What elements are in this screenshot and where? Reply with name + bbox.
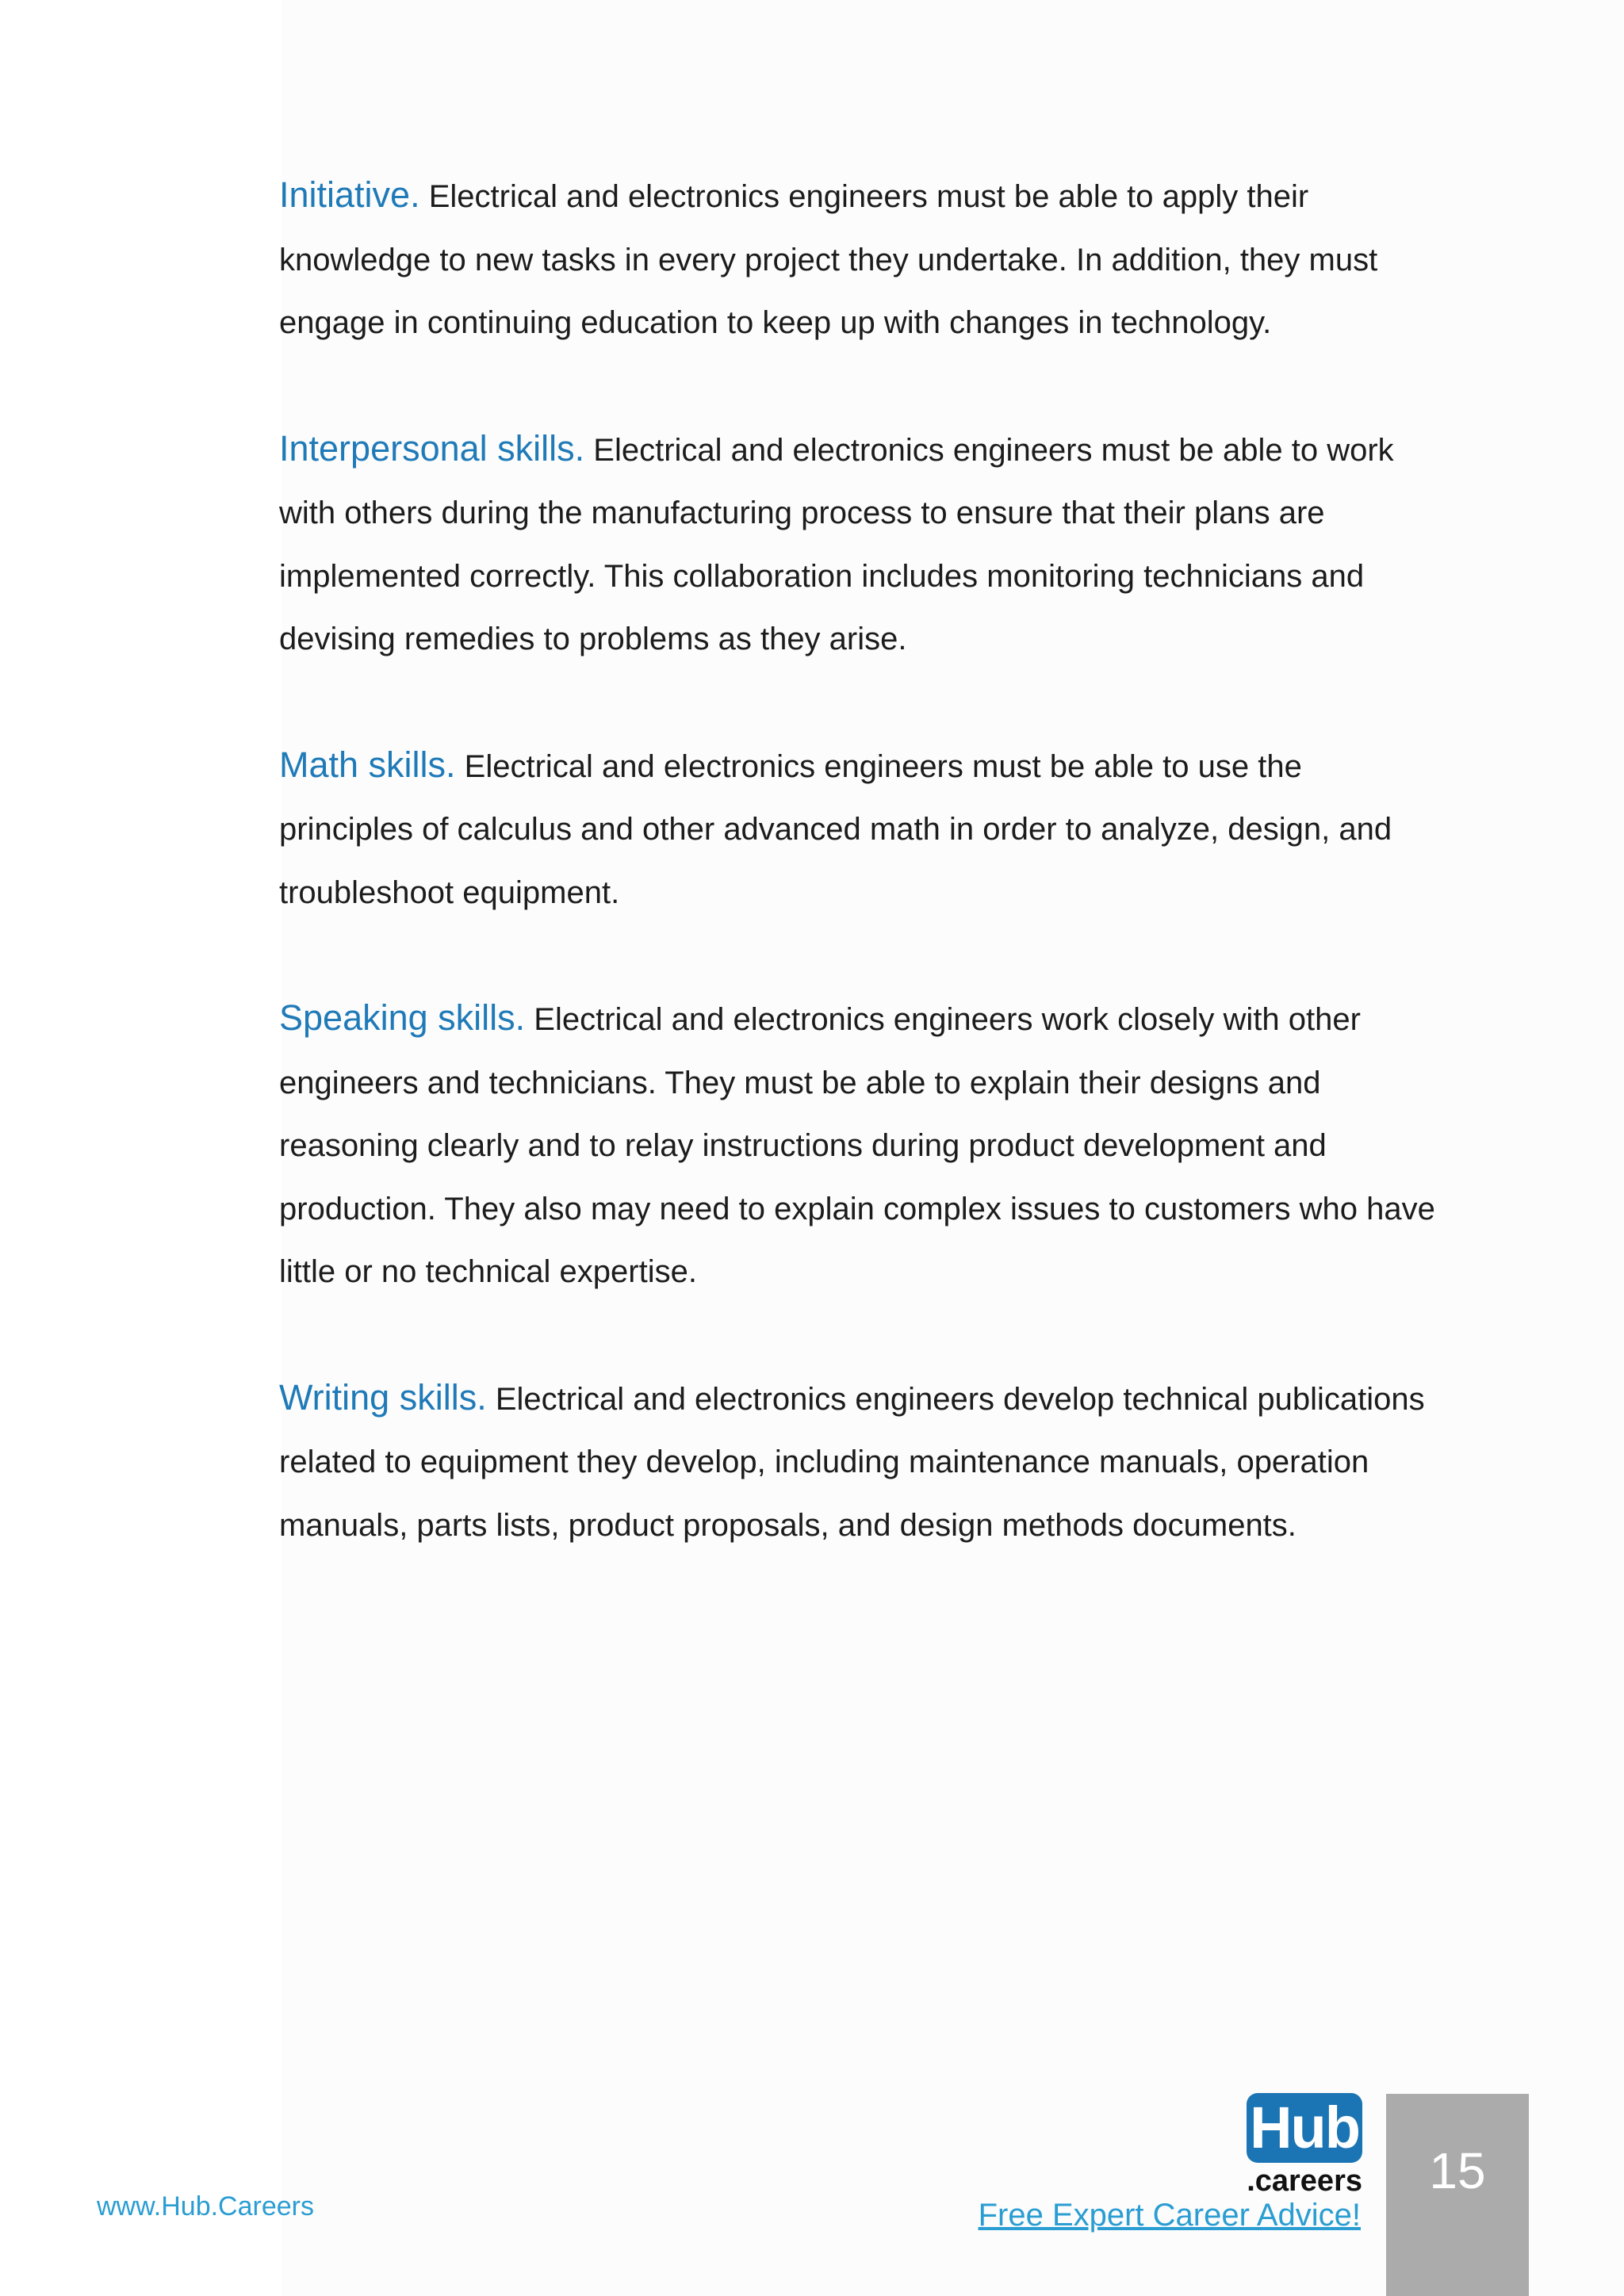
paragraph-initiative [279, 163, 1437, 355]
footer-url[interactable]: www.Hub.Careers [97, 2191, 314, 2221]
logo-careers-text: .careers [1247, 2164, 1362, 2198]
paragraph-math-skills [279, 733, 1437, 925]
paragraph-text: Electrical and electronics engineers must be able to work with others during the manufacturing process to ensure that their plans are implemented correctly. This collaboration includes monitoring technicians and devising remedies to problems as they arise. [279, 432, 1394, 656]
page-number-box [1386, 2094, 1529, 2296]
page-number: 15 [1429, 2142, 1486, 2199]
paragraph-heading: Initiative. [279, 174, 420, 215]
paragraph-interpersonal-skills [279, 417, 1437, 672]
paragraph-text: Electrical and electronics engineers must be able to use the principles of calculus and other advanced math in order to analyze, design, and troubleshoot equipment. [279, 748, 1392, 910]
paragraph-heading: Math skills. [279, 744, 456, 785]
paragraph-writing-skills [279, 1366, 1437, 1558]
paragraph-heading: Interpersonal skills. [279, 427, 585, 469]
hub-careers-logo [1247, 2093, 1362, 2198]
career-advice-link[interactable]: Free Expert Career Advice! [978, 2198, 1361, 2233]
paragraph-text: Electrical and electronics engineers work closely with other engineers and technicians. They must be able to explain their designs and reasoning clearly and to relay instructions during product development and production. They also may need to explain complex issues to customers who have little or no technical expertise. [279, 1002, 1435, 1289]
paragraph-text: Electrical and electronics engineers must be able to apply their knowledge to new tasks in every project they undertake. In addition, they must engage in continuing education to keep up with changes in technology. [279, 179, 1378, 340]
document-body [279, 163, 1437, 1619]
paragraph-speaking-skills [279, 986, 1437, 1304]
logo-hub-badge: Hub [1247, 2093, 1362, 2163]
paragraph-heading: Speaking skills. [279, 997, 526, 1038]
paragraph-text: Electrical and electronics engineers develop technical publications related to equipment they develop, including maintenance manuals, operation manuals, parts lists, product proposals, and design methods documents. [279, 1381, 1425, 1543]
paragraph-heading: Writing skills. [279, 1376, 487, 1418]
